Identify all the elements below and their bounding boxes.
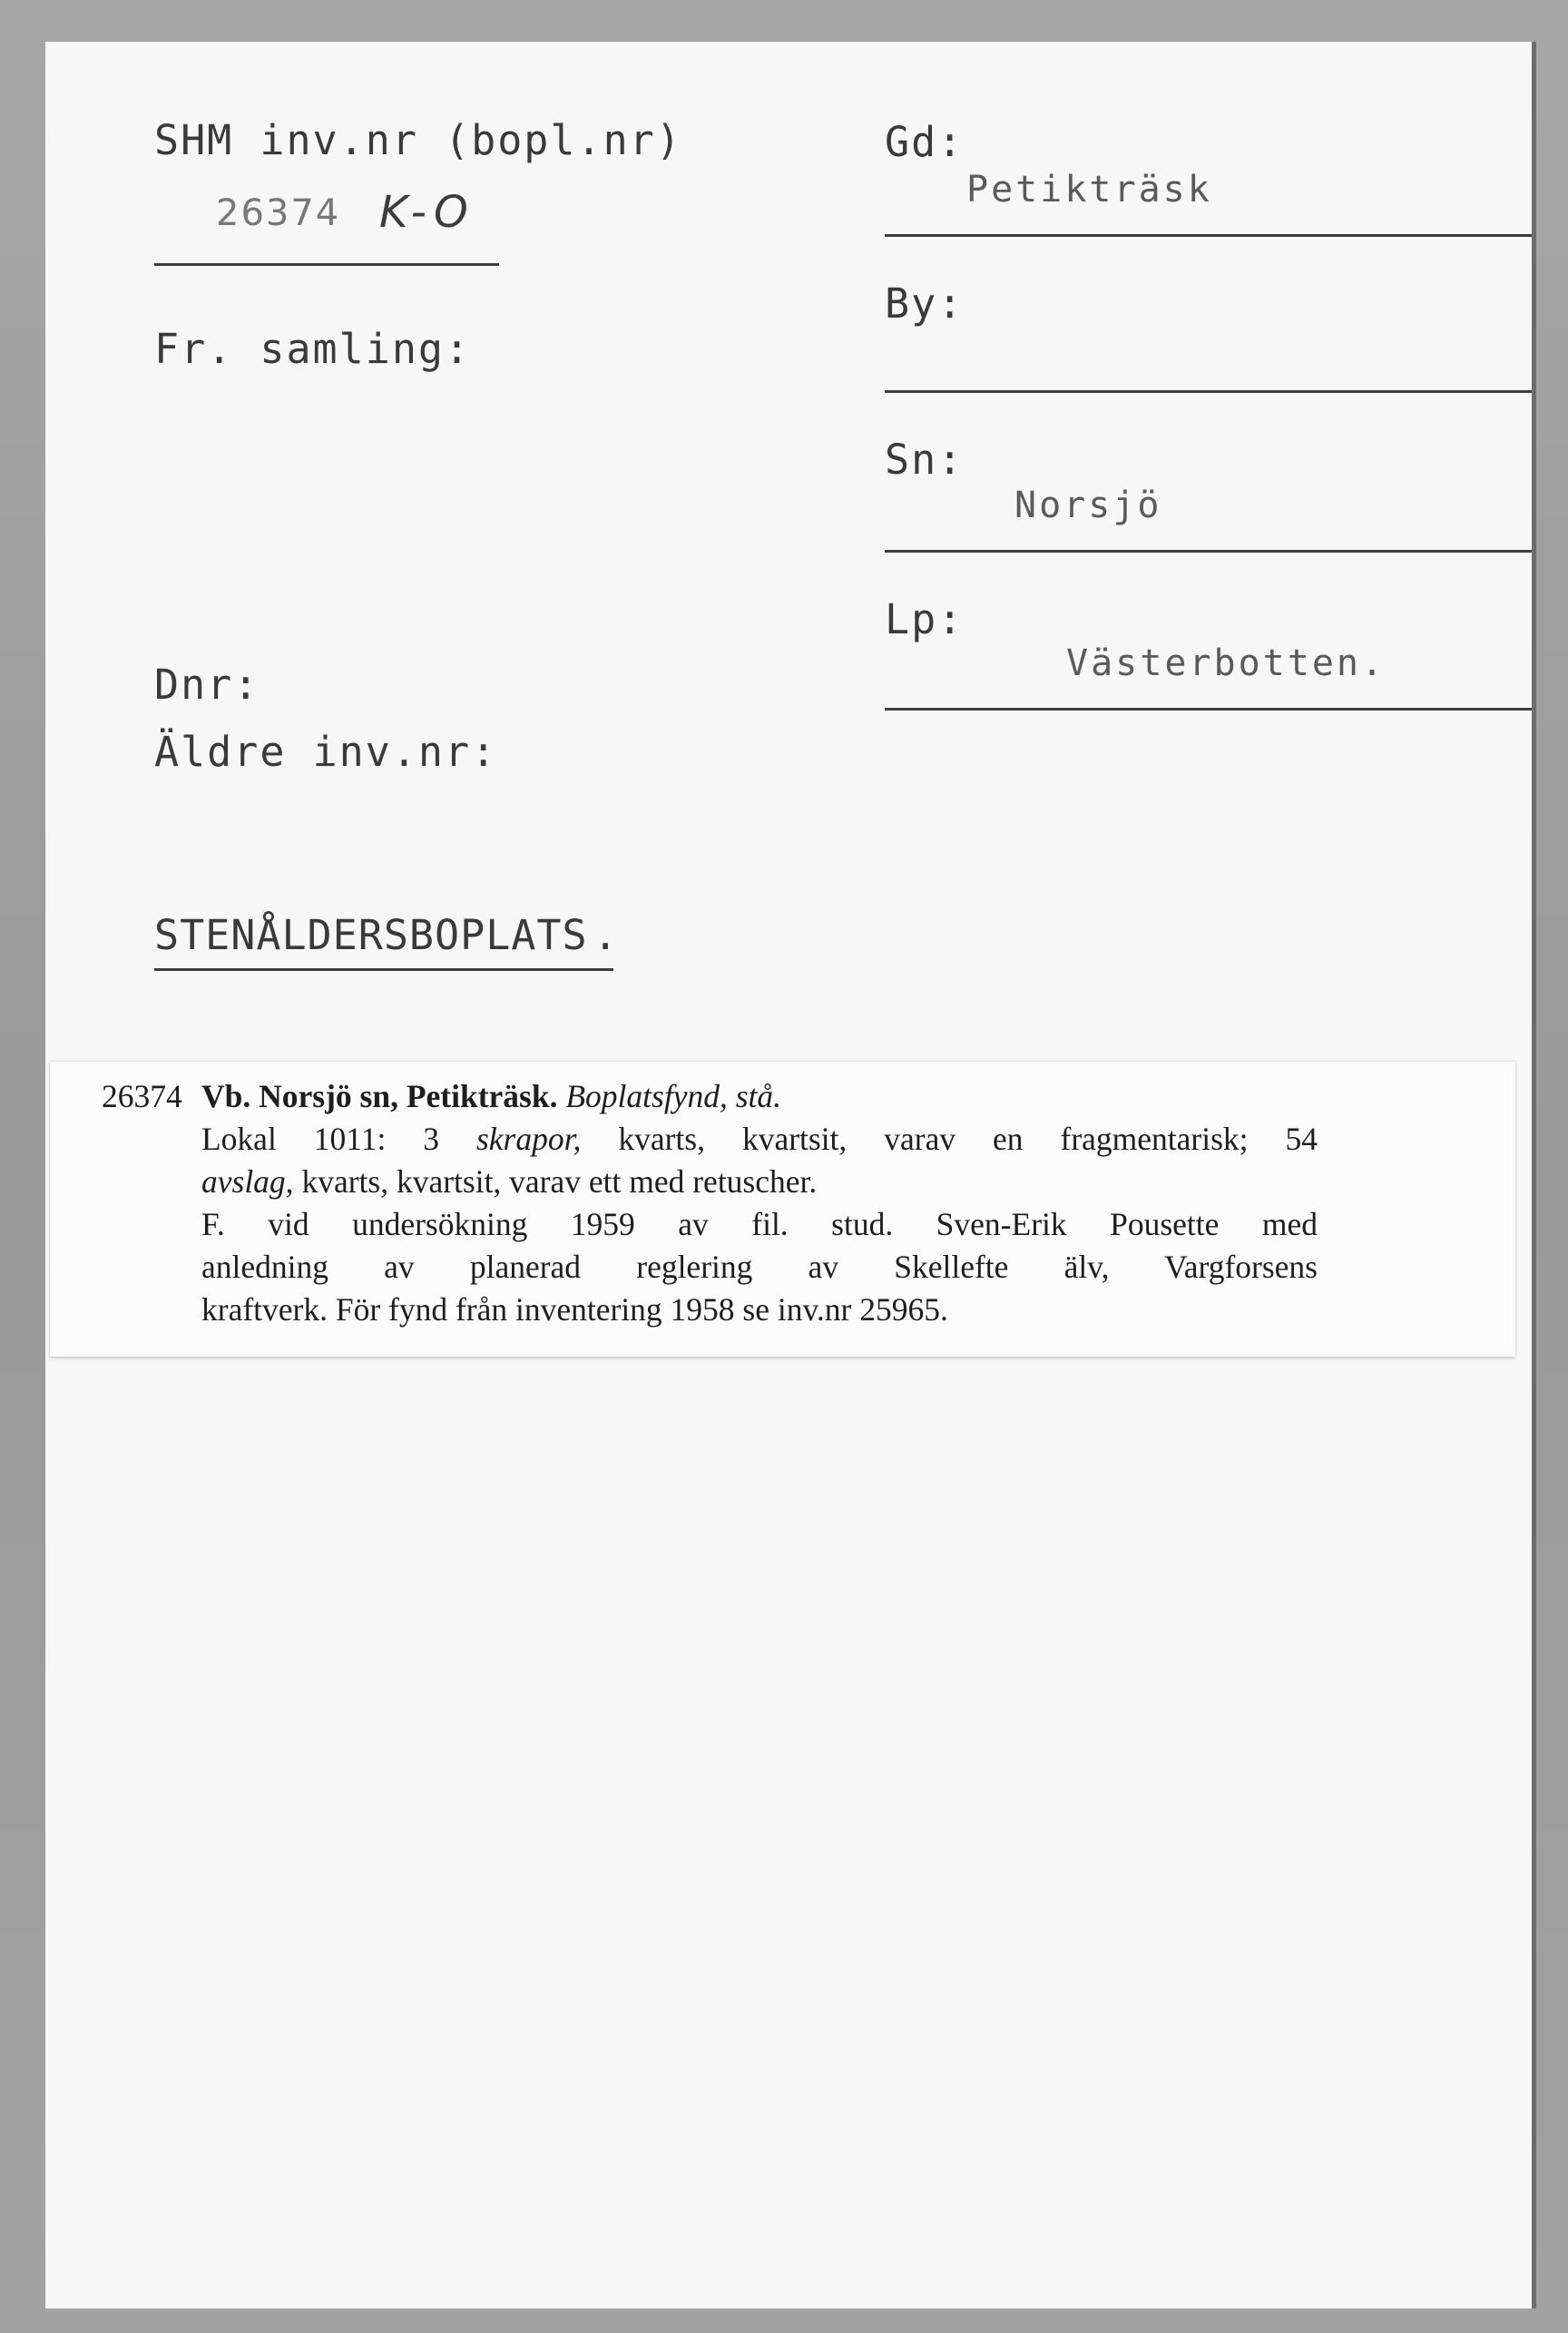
- fr-samling-label: Fr. samling:: [154, 325, 472, 373]
- sn-value: Norsjö: [1014, 485, 1162, 526]
- lp-rule: [885, 708, 1532, 711]
- slip-line-5: anledning av planerad reglering av Skellefte älv, Vargforsens: [201, 1249, 1318, 1285]
- site-type-heading: [154, 911, 619, 971]
- slip-line-1: [102, 1075, 1318, 1118]
- slip-header-bold: Vb. Norsjö sn, Petikträsk.: [201, 1078, 558, 1114]
- aldre-inv-label: Äldre inv.nr:: [154, 728, 498, 776]
- inv-suffix-handwritten: K-O: [379, 187, 475, 238]
- sn-rule: [885, 550, 1532, 553]
- by-rule: [885, 390, 1532, 393]
- sn-label: Sn:: [885, 436, 965, 484]
- slip-line-6: kraftverk. För fynd från inventering 1958 se inv.nr 25965.: [201, 1291, 948, 1328]
- slip-line-3-italic: avslag,: [201, 1163, 294, 1200]
- site-type-heading-text: STENÅLDERSBOPLATS: [154, 911, 588, 959]
- inv-label: SHM inv.nr (bopl.nr): [154, 116, 682, 164]
- site-type-heading-period: .: [593, 911, 619, 959]
- slip-line-4: F. vid undersökning 1959 av fil. stud. Sven-Erik Pousette med: [201, 1206, 1318, 1242]
- inv-underline: [154, 263, 499, 266]
- dnr-label: Dnr:: [154, 661, 260, 709]
- slip-line-2b: kvarts, kvartsit, varav en fragmentarisk; 54: [581, 1121, 1318, 1157]
- inv-number: 26374: [216, 192, 341, 234]
- lp-label: Lp:: [885, 595, 965, 643]
- slip-line-2: [102, 1118, 1318, 1161]
- by-label: By:: [885, 279, 965, 328]
- slip-line-3b: kvarts, kvartsit, varav ett med retuscher.: [293, 1163, 818, 1200]
- gd-value: Petikträsk: [966, 169, 1212, 211]
- slip-text: [102, 1075, 1318, 1331]
- card-edge-shadow: [1532, 42, 1536, 2308]
- slip-number: 26374: [102, 1078, 182, 1114]
- slip-line-2-italic: skrapor,: [475, 1121, 582, 1157]
- lp-value: Västerbotten.: [1066, 642, 1387, 684]
- slip-header-italic: Boplatsfynd, stå.: [565, 1078, 782, 1114]
- slip-line-3: [102, 1161, 1318, 1203]
- slip-line-2a: Lokal 1011: 3: [201, 1121, 476, 1157]
- gd-label: Gd:: [885, 118, 965, 166]
- gd-rule: [885, 234, 1532, 237]
